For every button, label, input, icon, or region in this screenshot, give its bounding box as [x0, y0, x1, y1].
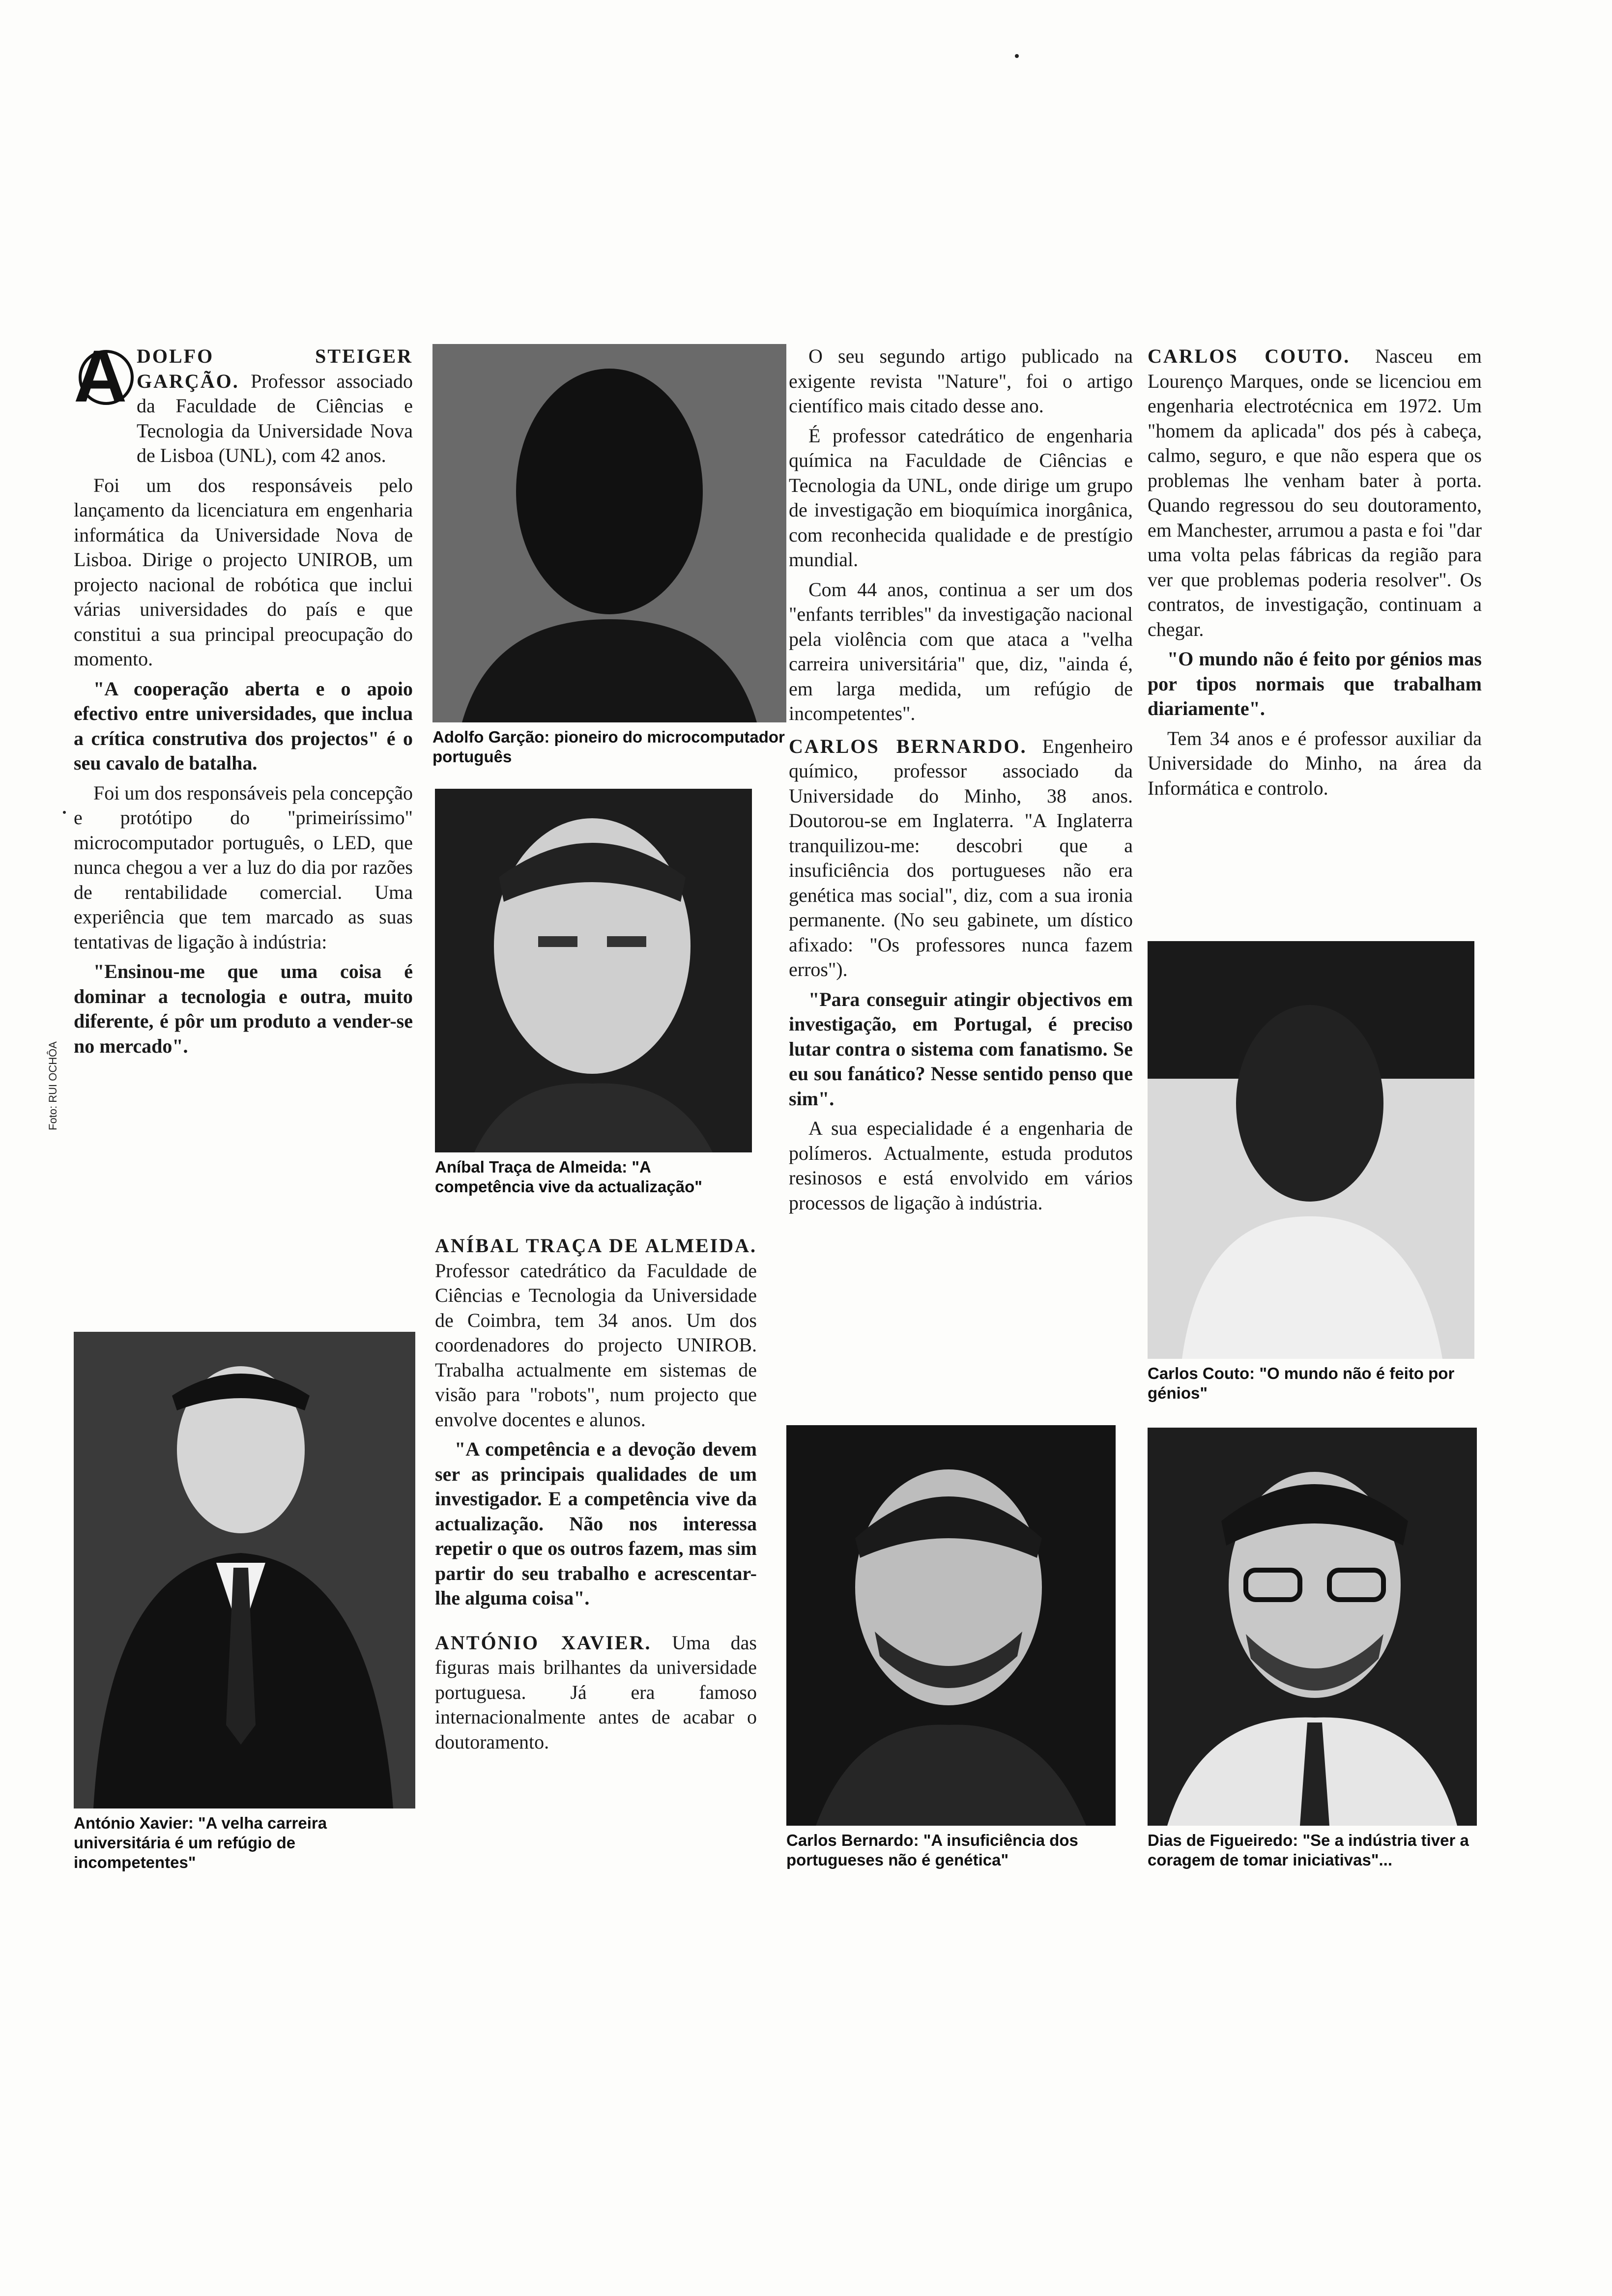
col3-quote — [789, 987, 1133, 1112]
caption-xavier: António Xavier: "A velha carreira universitária é um refúgio de incompetentes" — [74, 1814, 327, 1871]
drop-cap-letter: A — [74, 335, 127, 417]
caption-couto: Carlos Couto: "O mundo não é feito por génios" — [1148, 1364, 1455, 1402]
photo-anibal-traca-de-almeida — [435, 789, 752, 1152]
paragraph-text: É professor catedrático de engenharia química na Faculdade de Ciências e Tecnologia da UNL, onde dirige um grupo de investigação em bioquímica inorgânica, com reconhecida qualidade e de prestígio mundial. — [789, 424, 1133, 571]
col4-paragraph — [1148, 726, 1482, 801]
paragraph-text: Engenheiro químico, professor associado da Universidade do Minho, 38 anos. Doutorou-se em Inglaterra. "A Inglaterra tranquilizou-me: descobri que a insuficiência dos portugueses não era genética mas social", diz, com a sua ironia permanente. (No seu gabinete, um dístico afixado: "Os professores nunca fazem erros"). — [789, 735, 1133, 980]
col1-paragraph — [74, 335, 413, 468]
person-name: DOLFO STEIGER GARÇÃO. — [137, 345, 413, 392]
col1-quote — [74, 959, 413, 1059]
paragraph-text: Professor associado da Faculdade de Ciências e Tecnologia da Universidade Nova de Lisboa (UNL), com 42 anos. — [137, 370, 413, 466]
paragraph-text: Foi um dos responsáveis pela concepção e protótipo do "primeiríssimo" microcomputador português, o LED, que nunca chegou a ver a luz do dia por razões de rentabilidade comercial. Uma experiência que tem marcado as suas tentativas de ligação à indústria: — [74, 781, 413, 953]
person-name: CARLOS COUTO. — [1148, 345, 1351, 367]
paragraph-text: Professor catedrático da Faculdade de Ciências e Tecnologia da Universidade de Coimbra, tem 34 anos. Um dos coordenadores do projecto UNIROB. Trabalha actualmente em sistemas de visão para "robots", num projecto que envolve docentes e alunos. — [435, 1259, 757, 1431]
col1-paragraph — [74, 781, 413, 955]
portrait-silhouette — [786, 1425, 1116, 1826]
paragraph-text: A sua especialidade é a engenharia de polímeros. Actualmente, estuda produtos resinosos e está envolvido em vários processos de ligação à indústria. — [789, 1117, 1133, 1214]
caption-traca: Aníbal Traça de Almeida: "A competência vive da actualização" — [435, 1158, 702, 1196]
col3-paragraph — [789, 577, 1133, 726]
portrait-silhouette — [435, 789, 752, 1152]
col1-quote — [74, 677, 413, 776]
paragraph-text: "Ensinou-me que uma coisa é dominar a tecnologia e outra, muito diferente, é pôr um produto a vender-se no mercado". — [74, 960, 413, 1057]
col3-paragraph — [789, 424, 1133, 573]
person-name: ANÍBAL TRAÇA DE ALMEIDA. — [435, 1234, 757, 1257]
paragraph-text: Com 44 anos, continua a ser um dos "enfants terribles" da investigação nacional pela violência com que ataca a "velha carreira universitária" que, diz, "ainda é, em larga medida, um refúgio de incompetentes". — [789, 578, 1133, 724]
person-name: ANTÓNIO XAVIER. — [435, 1631, 652, 1654]
portrait-silhouette — [74, 1332, 415, 1808]
caption-bernardo: Carlos Bernardo: "A insuficiência dos portugueses não é genética" — [786, 1831, 1078, 1869]
column-3 — [789, 344, 1133, 1220]
paragraph-text: "A competência e a devoção devem ser as principais qualidades de um investigador. E a competência vive da actualização. Não nos interessa repetir o que os outros fazem, mas sim partir do seu trabalho e acrescentar-lhe alguma coisa". — [435, 1438, 757, 1609]
col3-paragraph — [789, 344, 1133, 419]
col1-paragraph — [74, 473, 413, 672]
col4-paragraph — [1148, 344, 1482, 642]
col3-paragraph — [789, 1116, 1133, 1215]
col4-quote — [1148, 647, 1482, 721]
photo-credit: Foto: RUI OCHÔA — [47, 1041, 59, 1130]
paragraph-text: "A cooperação aberta e o apoio efectivo entre universidades, que inclua a crítica construtiva dos projectos" é o seu cavalo de batalha. — [74, 677, 413, 774]
col2-quote — [435, 1437, 757, 1611]
column-1 — [74, 335, 413, 1063]
col3-paragraph — [789, 734, 1133, 982]
person-name: CARLOS BERNARDO. — [789, 735, 1027, 757]
paragraph-text: Foi um dos responsáveis pelo lançamento da licenciatura em engenharia informática da Universidade Nova de Lisboa. Dirige o projecto UNIROB, um projecto nacional de robótica que inclui várias universidades do país e que constitui a sua principal preocupação do momento. — [74, 474, 413, 670]
portrait-silhouette — [1148, 941, 1474, 1359]
paragraph-text: Nasceu em Lourenço Marques, onde se licenciou em engenharia electrotécnica em 1972. Um "homem da aplicada" dos pés à cabeça, calmo, seguro, e que não espera que os problemas lhe venham bater à porta. Quando regressou do seu doutoramento, em Manchester, arrumou a pasta e foi "dar uma volta pelas fábricas da região para ver que problemas poderia resolver". Os contratos, de investigação, continuam a chegar. — [1148, 345, 1482, 640]
caption-garcao: Adolfo Garção: pioneiro do microcomputador português — [432, 728, 785, 766]
photo-adolfo-garcao — [432, 344, 786, 722]
photo-dias-de-figueiredo — [1148, 1428, 1477, 1826]
col2-paragraph — [435, 1631, 757, 1755]
portrait-silhouette — [1148, 1428, 1477, 1826]
paragraph-text: Tem 34 anos e é professor auxiliar da Universidade do Minho, na área da Informática e controlo. — [1148, 727, 1482, 799]
photo-carlos-bernardo — [786, 1425, 1116, 1826]
column-2 — [435, 1234, 757, 1759]
paragraph-text: "Para conseguir atingir objectivos em investigação, em Portugal, é preciso lutar contra o sistema com fanatismo. Se eu sou fanático? Nesse sentido penso que sim". — [789, 988, 1133, 1110]
column-4 — [1148, 344, 1482, 805]
scan-speck — [1015, 54, 1019, 58]
portrait-silhouette — [432, 344, 786, 722]
paragraph-text: Uma das figuras mais brilhantes da universidade portuguesa. Já era famoso internacionalmente antes de acabar o doutoramento. — [435, 1631, 757, 1753]
col2-paragraph — [435, 1234, 757, 1432]
photo-antonio-xavier — [74, 1332, 415, 1808]
caption-figueiredo: Dias de Figueiredo: "Se a indústria tiver a coragem de tomar iniciativas"... — [1148, 1831, 1469, 1869]
paragraph-text: O seu segundo artigo publicado na exigente revista "Nature", foi o artigo científico mais citado desse ano. — [789, 345, 1133, 417]
paragraph-text: "O mundo não é feito por génios mas por tipos normais que trabalham diariamente". — [1148, 648, 1482, 719]
photo-carlos-couto — [1148, 941, 1474, 1359]
scan-speck — [63, 811, 66, 814]
